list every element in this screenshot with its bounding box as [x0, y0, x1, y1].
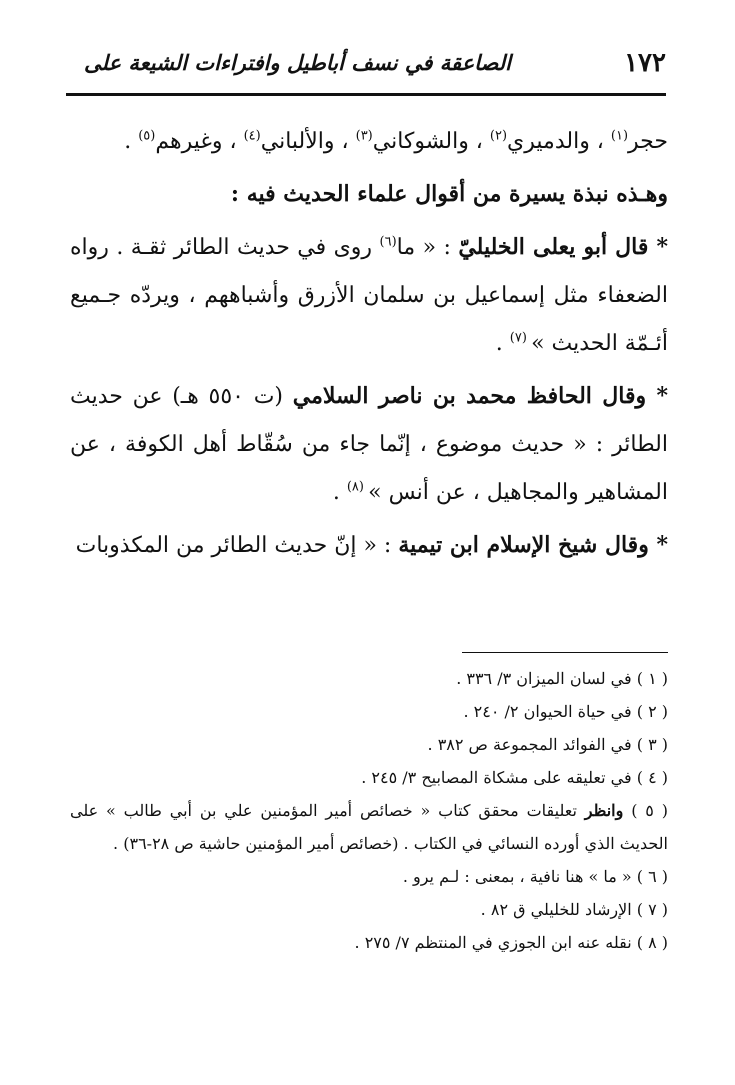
text-run: : « إنّ حديث الطائر من المكذوبات — [75, 533, 399, 558]
footnote-5 — [70, 794, 668, 860]
footnote-ref-1: (١) — [610, 128, 629, 144]
page-number: ١٧٢ — [624, 48, 666, 78]
footnote-4: ( ٤ ) في تعليقه على مشكاة المصابيح ٣/ ٢٤٥ . — [361, 768, 668, 787]
text-run: : « ما — [396, 235, 459, 260]
footnote-ref-6: (٦) — [379, 234, 397, 250]
text-run: حجر — [628, 129, 668, 154]
footnote-6: ( ٦ ) « ما » هنا نافية ، بمعنى : لـم يرو . — [402, 867, 668, 886]
footnote-emphasis: وانظر — [584, 801, 624, 820]
footnote-divider — [462, 652, 668, 653]
speaker-name: وقال الحافظ محمد بن ناصر السلامي — [292, 383, 647, 409]
paragraph-4 — [70, 372, 668, 517]
footnote-1: ( ١ ) في لسان الميزان ٣/ ٣٣٦ . — [456, 669, 668, 688]
running-title: الصاعقة في نسف أباطيل وافتراءات الشيعة على — [84, 50, 511, 75]
footnote-ref-8: (٨) — [346, 479, 369, 495]
footnote-ref-7: (٧) — [509, 330, 532, 346]
footnote-3: ( ٣ ) في الفوائد المجموعة ص ٣٨٢ . — [427, 735, 668, 754]
speaker-name: وقال شيخ الإسلام ابن تيمية — [398, 532, 649, 558]
text-run: روى في حديث الطائر ثقـة . رواه الضعفاء مثل إسماعيل بن سلمان الأزرق وأشباههم ، ويردّه جـميع أئـمّة الحديث » — [70, 235, 668, 356]
text-run: . — [332, 480, 347, 505]
footnote-ref-2: (٢) — [489, 128, 508, 144]
paragraph-1 — [70, 118, 668, 166]
text-run: ، والألباني — [260, 129, 356, 154]
paragraph-5 — [70, 521, 668, 570]
header-divider — [66, 93, 666, 96]
page-header — [68, 40, 666, 88]
footnote-ref-3: (٣) — [355, 128, 373, 144]
text-run: ، وغيرهم — [155, 129, 244, 154]
footnotes — [70, 662, 668, 959]
main-text — [70, 118, 668, 570]
paragraph-3 — [70, 223, 668, 368]
intro-heading: وهـذه نبذة يسيرة من أقوال علماء الحديث فيه : — [230, 181, 668, 207]
star-marker: * — [648, 234, 668, 260]
text-run: . — [495, 331, 510, 356]
text-run: ، والشوكاني — [372, 129, 490, 154]
text-run: ، والدميري — [507, 129, 611, 154]
footnote-2: ( ٢ ) في حياة الحيوان ٢/ ٢٤٠ . — [463, 702, 668, 721]
footnote-ref-5: (٥) — [138, 128, 156, 144]
star-marker: * — [646, 383, 669, 409]
footnote-ref-4: (٤) — [243, 128, 261, 144]
paragraph-2 — [70, 170, 668, 219]
text-run: . — [124, 129, 139, 154]
footnote-text: تعليقات محقق كتاب « خصائص أمير المؤمنين علي بن أبي طالب » على الحديث الذي أورده النسائي في الكتاب . (خصائص أمير المؤمنين حاشية ص ٢٨-٣٦) . — [70, 801, 668, 853]
footnote-8: ( ٨ ) نقله عنه ابن الجوزي في المنتظم ٧/ ٢٧٥ . — [354, 933, 668, 952]
footnote-7: ( ٧ ) الإرشاد للخليلي ق ٨٢ . — [480, 900, 668, 919]
text-run: (ت ٥٥٠ هـ) عن حديث الطائر : « حديث موضوع ، إنّما جاء من سُقّاط أهل الكوفة ، عن المشاهير والمجاهيل ، عن أنس » — [70, 384, 668, 505]
star-marker: * — [648, 532, 668, 558]
footnote-number: ( ٥ ) — [623, 801, 668, 820]
speaker-name: قال أبو يعلى الخليليّ — [458, 234, 649, 260]
